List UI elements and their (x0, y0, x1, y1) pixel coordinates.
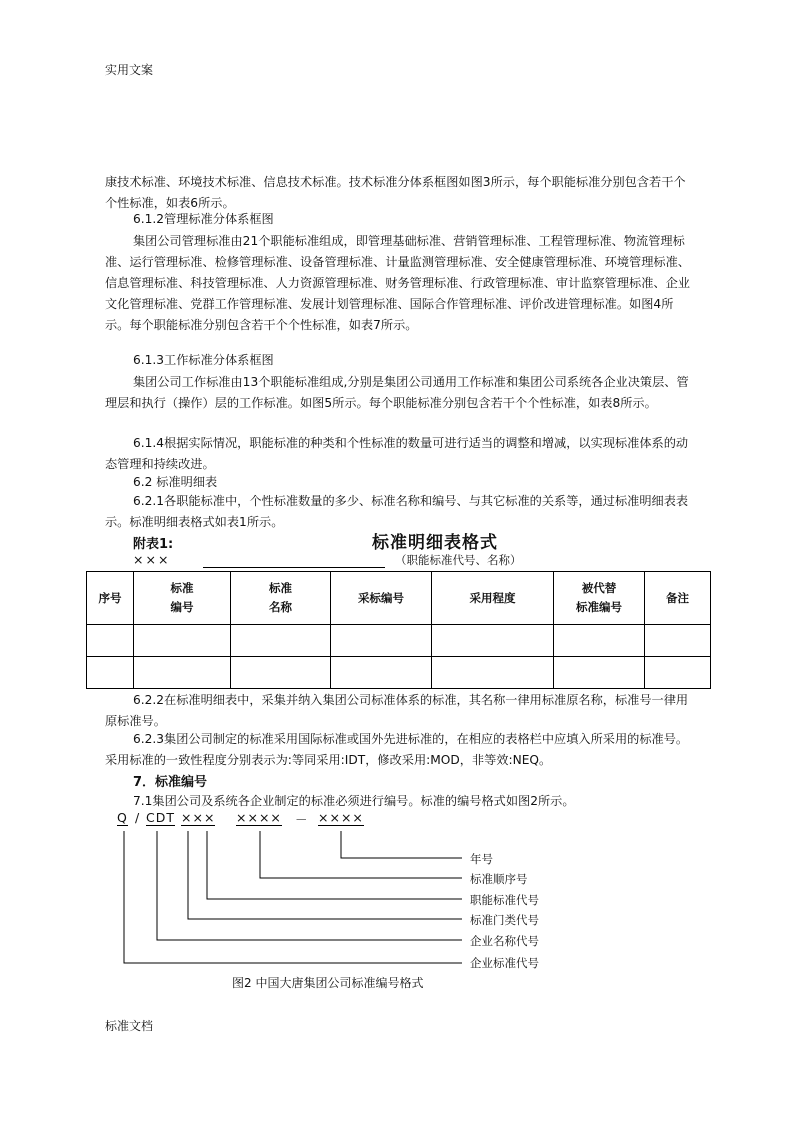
code-year: ×××× (318, 810, 364, 825)
section-6-1-3-heading: 6.1.3工作标准分体系框图 (133, 353, 274, 367)
code-q: Q (117, 810, 128, 825)
section-6-2-heading: 6.2 标准明细表 (133, 475, 218, 489)
paragraph-text: 6.1.4根据实际情况，职能标准的种类和个性标准的数量可进行适当的调整和增减，以实现标准体系的动态管理和持续改进。 (105, 436, 689, 471)
section-7-1-body: 7.1集团公司及系统各企业制定的标准必须进行编号。标准的编号格式如图2所示。 (133, 794, 575, 808)
header-cell-index: 序号 (87, 572, 134, 625)
header-cell-standard-number: 标准 编号 (134, 572, 231, 625)
table-code-note: （职能标准代号、名称） (395, 553, 522, 567)
code-sequence: ×××× (236, 810, 282, 825)
label-sequence: 标准顺序号 (470, 872, 528, 886)
header-cell-adopted-number: 采标编号 (331, 572, 432, 625)
code-dash: － (295, 812, 309, 827)
header-cell-remarks: 备注 (645, 572, 711, 625)
header-cell-adoption-degree: 采用程度 (432, 572, 554, 625)
code-cdt: CDT (146, 810, 175, 825)
paragraph-text: 6.2.1各职能标准中，个性标准数量的多少、标准名称和编号、与其它标准的关系等，通过标准明细表表示。标准明细表格式如表1所示。 (105, 494, 689, 529)
table-code-prefix: ××× (133, 552, 171, 567)
code-functional-code: ××× (181, 810, 216, 825)
page-footer: 标准文档 (105, 1019, 154, 1033)
appendix-label: 附表1: (133, 537, 174, 552)
paragraph-text: 集团公司工作标准由13个职能标准组成,分别是集团公司通用工作标准和集团公司系统各企业决策层、管理层和执行（操作）层的工作标准。如图5所示。每个职能标准分别包含若干个个性标准，如表8所示。 (105, 375, 689, 410)
label-year: 年号 (470, 852, 493, 866)
paragraph-text: 6.2.2在标准明细表中，采集并纳入集团公司标准体系的标准，其名称一律用标准原名称，标准号一律用原标准号。 (105, 693, 689, 728)
header-cell-replaced-number: 被代替 标准编号 (554, 572, 645, 625)
section-6-1-2-heading: 6.1.2管理标准分体系框图 (133, 212, 274, 226)
label-category-code: 标准门类代号 (470, 913, 539, 927)
paragraph-text: 集团公司管理标准由21个职能标准组成，即管理基础标准、营销管理标准、工程管理标准、物流管理标准、运行管理标准、检修管理标准、设备管理标准、计量监测管理标准、安全健康管理标准、环境管理标准、信息管理标准、科技管理标准、人力资源管理标准、财务管理标准、行政管理标准、审计监察管理标准、企业文化管理标准、党群工作管理标准、发展计划管理标准、国际合作管理标准、评价改进管理标准。如图4所示。每个职能标准分别包含若干个个性标准，如表7所示。 (105, 234, 690, 332)
label-enterprise-name-code: 企业名称代号 (470, 934, 539, 948)
header-cell-standard-name: 标准 名称 (231, 572, 331, 625)
label-functional-code: 职能标准代号 (470, 893, 539, 907)
section-7-heading: 7．标准编号 (133, 775, 208, 790)
figure-caption: 图2 中国大唐集团公司标准编号格式 (232, 976, 424, 990)
paragraph-text: 康技术标准、环境技术标准、信息技术标准。技术标准分体系框图如图3所示，每个职能标准分别包含若干个个性标准，如表6所示。 (105, 175, 686, 210)
label-enterprise-standard-code: 企业标准代号 (470, 956, 539, 970)
paragraph-text: 6.2.3集团公司制定的标准采用国际标准或国外先进标准的，在相应的表格栏中应填入所采用的标准号。采用标准的一致性程度分别表示为:等同采用:IDT，修改采用:MOD，非等效:NEQ。 (105, 732, 689, 767)
table-title: 标准明细表格式 (372, 533, 498, 553)
code-slash: / (135, 810, 141, 825)
page-header: 实用文案 (105, 63, 154, 77)
